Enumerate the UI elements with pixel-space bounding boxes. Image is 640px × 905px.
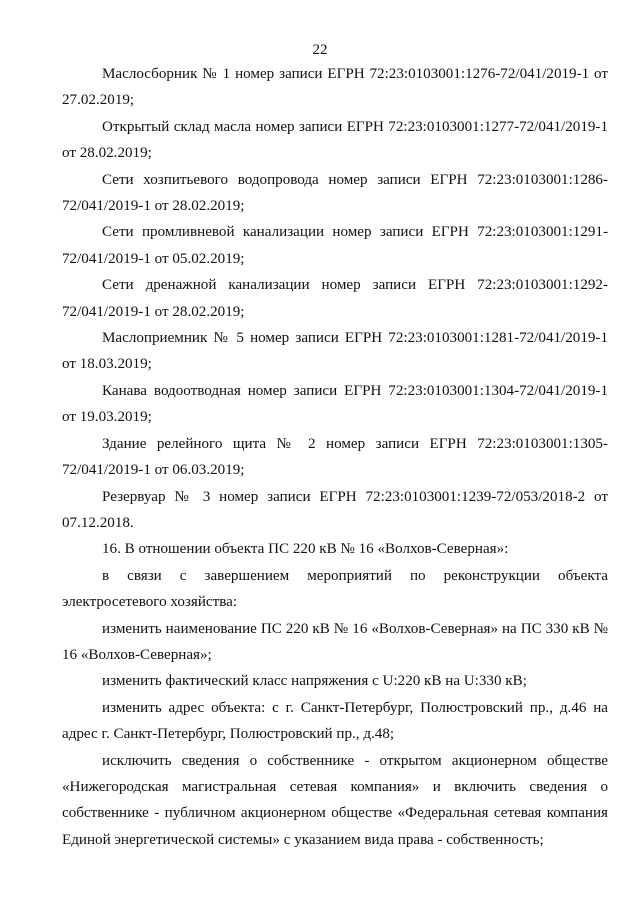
- paragraph: Открытый склад масла номер записи ЕГРН 72:23:0103001:1277-72/041/2019-1 от 28.02.2019;: [62, 118, 608, 162]
- paragraph: Сети хозпитьевого водопровода номер записи ЕГРН 72:23:0103001:1286-72/041/2019-1 от 28.02.2019;: [62, 171, 608, 215]
- paragraph: исключить сведения о собственнике - открытом акционерном обществе «Нижегородская магистральная сетевая компания» и включить сведения о собственнике - публичном акционерном обществе «Федеральная сетевая компания Единой энергетической системы» с указанием вида права - собственность;: [62, 752, 608, 848]
- paragraph: Резервуар № 3 номер записи ЕГРН 72:23:0103001:1239-72/053/2018-2 от 07.12.2018.: [62, 488, 608, 531]
- paragraph: Маслосборник № 1 номер записи ЕГРН 72:23:0103001:1276-72/041/2019-1 от 27.02.2019;: [62, 66, 608, 109]
- paragraph: в связи с завершением мероприятий по реконструкции объекта электросетевого хозяйства:: [62, 567, 608, 611]
- paragraph: Канава водоотводная номер записи ЕГРН 72:23:0103001:1304-72/041/2019-1 от 19.03.2019;: [62, 382, 608, 426]
- paragraph: изменить адрес объекта: с г. Санкт-Петербург, Полюстровский пр., д.46 на адрес г. Санкт-Петербург, Полюстровский пр., д.48;: [62, 699, 608, 743]
- page-number: 22: [312, 42, 328, 58]
- section-heading: 16. В отношении объекта ПС 220 кВ № 16 «Волхов-Северная»:: [102, 541, 509, 558]
- document-body: [62, 61, 608, 853]
- paragraph: Сети промливневой канализации номер записи ЕГРН 72:23:0103001:1291-72/041/2019-1 от 05.02.2019;: [62, 224, 608, 267]
- paragraph: Здание релейного щита № 2 номер записи ЕГРН 72:23:0103001:1305-72/041/2019-1 от 06.03.2019;: [62, 435, 608, 479]
- paragraph: изменить фактический класс напряжения с U:220 кВ на U:330 кВ;: [102, 673, 527, 690]
- paragraph: Маслоприемник № 5 номер записи ЕГРН 72:23:0103001:1281-72/041/2019-1 от 18.03.2019;: [62, 330, 608, 373]
- paragraph: Сети дренажной канализации номер записи ЕГРН 72:23:0103001:1292-72/041/2019-1 от 28.02.2019;: [62, 277, 608, 320]
- paragraph: изменить наименование ПС 220 кВ № 16 «Волхов-Северная» на ПС 330 кВ № 16 «Волхов-Северная»;: [62, 620, 608, 663]
